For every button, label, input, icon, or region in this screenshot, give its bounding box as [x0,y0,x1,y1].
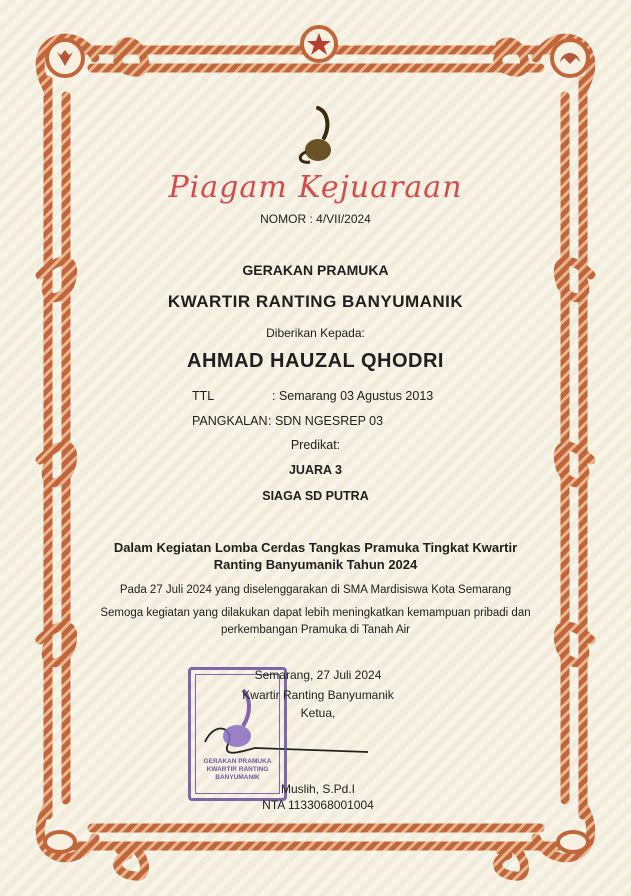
pangkalan-value: : SDN NGESREP 03 [268,414,384,428]
event-line-2: Ranting Banyumanik Tahun 2024 [213,557,418,572]
stamp-text-3: BANYUMANIK [215,774,260,781]
tunas-kelapa-logo [300,108,331,162]
predikat-value: JUARA 3 [288,463,343,477]
signature-organization: Kwartir Ranting Banyumanik [242,688,394,702]
corner-emblem-bottom-right [558,832,588,852]
ttl-label: TTL [192,389,215,403]
category-value: SIAGA SD PUTRA [262,489,369,503]
recipient-name: AHMAD HAUZAL QHODRI [187,350,444,372]
ttl-value: : Semarang 03 Agustus 2013 [272,389,434,403]
certificate-number: NOMOR : 4/VII/2024 [260,212,371,226]
wish-line-2: perkembangan Pramuka di Tanah Air [220,624,410,636]
wish-line-1: Semoga kegiatan yang dilakukan dapat lebih meningkatkan kemampuan pribadi dan [100,607,531,619]
corner-emblem-bottom-left [45,832,75,852]
organization-line-2: KWARTIR RANTING BANYUMANIK [167,292,464,311]
signer-nta: NTA 1133068001004 [262,798,374,812]
given-to-label: Diberikan Kepada: [266,326,365,340]
organization-line-1: GERAKAN PRAMUKA [242,262,389,278]
place-line: Pada 27 Juli 2024 yang diselenggarakan di SMA Mardisiswa Kota Semarang [119,584,512,596]
corner-emblem-top-left [47,40,83,76]
event-line-1: Dalam Kegiatan Lomba Cerdas Tangkas Pramuka Tingkat Kwartir [113,540,518,555]
signature-role: Ketua, [300,706,336,720]
signature-place-date: Semarang, 27 Juli 2024 [254,668,382,682]
certificate-title: Piagam Kejuaraan [168,170,463,205]
star-emblem [302,27,336,61]
signer-name: Muslih, S.Pd.I [280,782,356,796]
pangkalan-label: PANGKALAN [192,414,268,428]
predikat-label: Predikat: [290,438,341,452]
stamp-text-1: GERAKAN PRAMUKA [203,758,272,765]
stamp-text-2: KWARTIR RANTING [206,766,269,773]
corner-emblem-top-right [552,40,588,76]
